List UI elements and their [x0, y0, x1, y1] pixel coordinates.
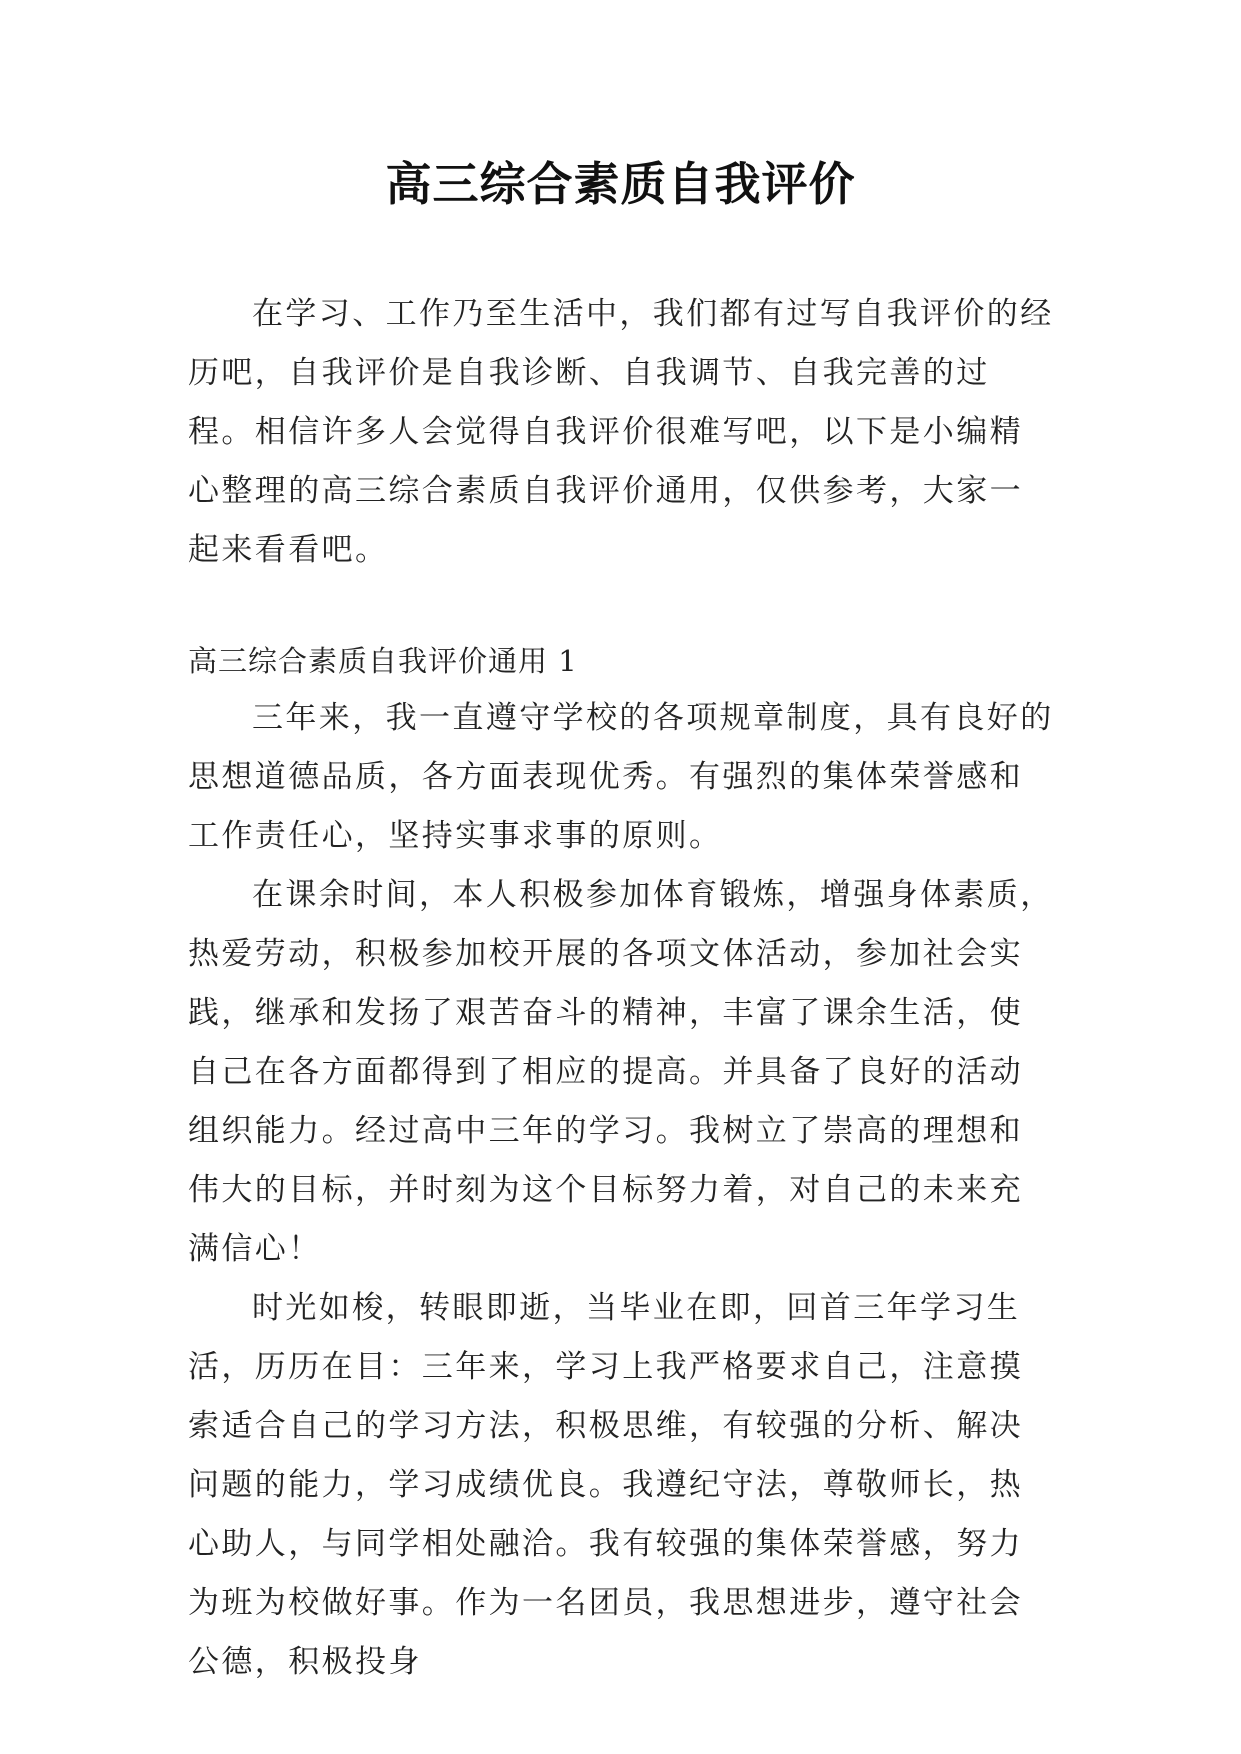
- intro-paragraph: 在学习、工作乃至生活中，我们都有过写自我评价的经历吧，自我评价是自我诊断、自我调节、自我完善的过程。相信许多人会觉得自我评价很难写吧，以下是小编精心整理的高三综合素质自我评价通用，仅供参考，大家一起来看看吧。: [188, 296, 1054, 568]
- body-paragraph-1: 三年来，我一直遵守学校的各项规章制度，具有良好的思想道德品质，各方面表现优秀。有强烈的集体荣誉感和工作责任心，坚持实事求事的原则。: [188, 700, 1054, 854]
- document-title: 高三综合素质自我评价: [385, 157, 856, 211]
- section-heading: 高三综合素质自我评价通用 1: [188, 644, 578, 678]
- body-paragraph-2: 在课余时间，本人积极参加体育锻炼，增强身体素质，热爱劳动，积极参加校开展的各项文体活动，参加社会实践，继承和发扬了艰苦奋斗的精神，丰富了课余生活，使自己在各方面都得到了相应的提高。并具备了良好的活动组织能力。经过高中三年的学习。我树立了崇高的理想和伟大的目标，并时刻为这个目标努力着，对自己的未来充满信心！: [188, 877, 1054, 1267]
- body-paragraph-3: 时光如梭，转眼即逝，当毕业在即，回首三年学习生活，历历在目：三年来，学习上我严格要求自己，注意摸索适合自己的学习方法，积极思维，有较强的分析、解决问题的能力，学习成绩优良。我遵纪守法，尊敬师长，热心助人，与同学相处融洽。我有较强的集体荣誉感，努力为班为校做好事。作为一名团员，我思想进步，遵守社会公德，积极投身: [188, 1290, 1023, 1680]
- section-body: [188, 689, 1054, 1692]
